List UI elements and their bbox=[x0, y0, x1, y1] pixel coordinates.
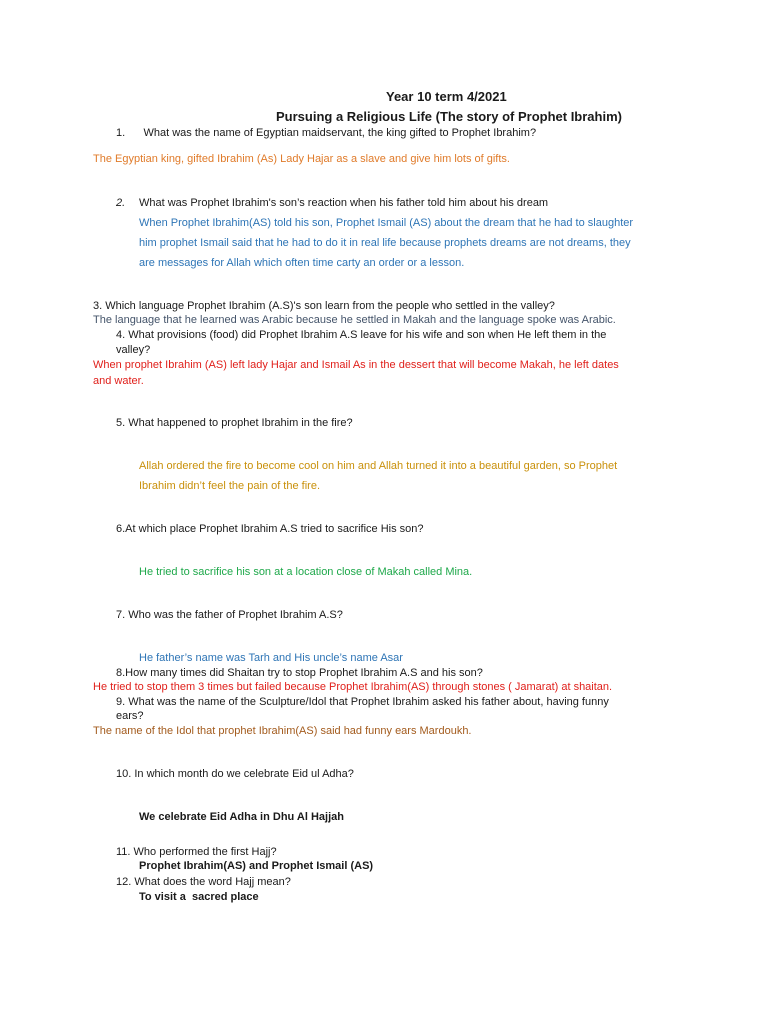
answer-3: The language that he learned was Arabic because he settled in Makah and the language spoke was Arabic. bbox=[93, 314, 616, 326]
question-5: 5. What happened to prophet Ibrahim in the fire? bbox=[116, 417, 353, 429]
answer-4-line-2: and water. bbox=[93, 375, 144, 387]
question-9-line-2: ears? bbox=[116, 710, 144, 722]
question-6: 6.At which place Prophet Ibrahim A.S tried to sacrifice His son? bbox=[116, 523, 424, 535]
question-11: 11. Who performed the first Hajj? bbox=[116, 846, 277, 858]
question-2-number: 2. bbox=[116, 197, 126, 209]
answer-5-line-2: Ibrahim didn’t feel the pain of the fire. bbox=[139, 480, 320, 492]
answer-2-line-3: are messages for Allah which often time carty an order or a lesson. bbox=[139, 257, 465, 269]
page-title: Year 10 term 4/2021 bbox=[386, 89, 507, 104]
question-4-line-2: valley? bbox=[116, 344, 151, 356]
question-10: 10. In which month do we celebrate Eid ul Adha? bbox=[116, 768, 354, 780]
question-1: 1. What was the name of Egyptian maidservant, the king gifted to Prophet Ibrahim? bbox=[116, 127, 537, 139]
answer-2-line-2: him prophet Ismail said that he had to do it in real life because prophets dreams are not dreams, they bbox=[139, 237, 631, 249]
question-7: 7. Who was the father of Prophet Ibrahim A.S? bbox=[116, 609, 343, 621]
answer-2-line-1: When Prophet Ibrahim(AS) told his son, Prophet Ismail (AS) about the dream that he had to slaughter bbox=[139, 217, 634, 229]
answer-7: He father’s name was Tarh and His uncle’s name Asar bbox=[139, 652, 403, 664]
answer-9: The name of the Idol that prophet Ibrahim(AS) said had funny ears Mardoukh. bbox=[93, 725, 472, 737]
answer-10: We celebrate Eid Adha in Dhu Al Hajjah bbox=[139, 811, 344, 823]
answer-11: Prophet Ibrahim(AS) and Prophet Ismail (AS) bbox=[139, 860, 374, 872]
answer-5-line-1: Allah ordered the fire to become cool on him and Allah turned it into a beautiful garden, so Prophet bbox=[139, 460, 618, 472]
question-12: 12. What does the word Hajj mean? bbox=[116, 876, 291, 888]
answer-6: He tried to sacrifice his son at a location close of Makah called Mina. bbox=[139, 566, 473, 578]
page-subtitle: Pursuing a Religious Life (The story of Prophet Ibrahim) bbox=[276, 109, 622, 124]
question-2: What was Prophet Ibrahim's son’s reaction when his father told him about his dream bbox=[139, 197, 549, 209]
question-9-line-1: 9. What was the name of the Sculpture/Idol that Prophet Ibrahim asked his father about, having funny bbox=[116, 696, 609, 708]
question-3: 3. Which language Prophet Ibrahim (A.S)'s son learn from the people who settled in the valley? bbox=[93, 300, 555, 312]
question-8: 8.How many times did Shaitan try to stop Prophet Ibrahim A.S and his son? bbox=[116, 667, 483, 679]
answer-1: The Egyptian king, gifted Ibrahim (As) Lady Hajar as a slave and give him lots of gifts. bbox=[93, 153, 510, 165]
answer-8: He tried to stop them 3 times but failed because Prophet Ibrahim(AS) through stones ( Jamarat) at shaitan. bbox=[93, 681, 613, 693]
question-4-line-1: 4. What provisions (food) did Prophet Ibrahim A.S leave for his wife and son when He left them in the bbox=[116, 329, 607, 341]
answer-4-line-1: When prophet Ibrahim (AS) left lady Hajar and Ismail As in the dessert that will become Makah, he left dates bbox=[93, 359, 619, 371]
answer-12: To visit a sacred place bbox=[139, 891, 259, 903]
